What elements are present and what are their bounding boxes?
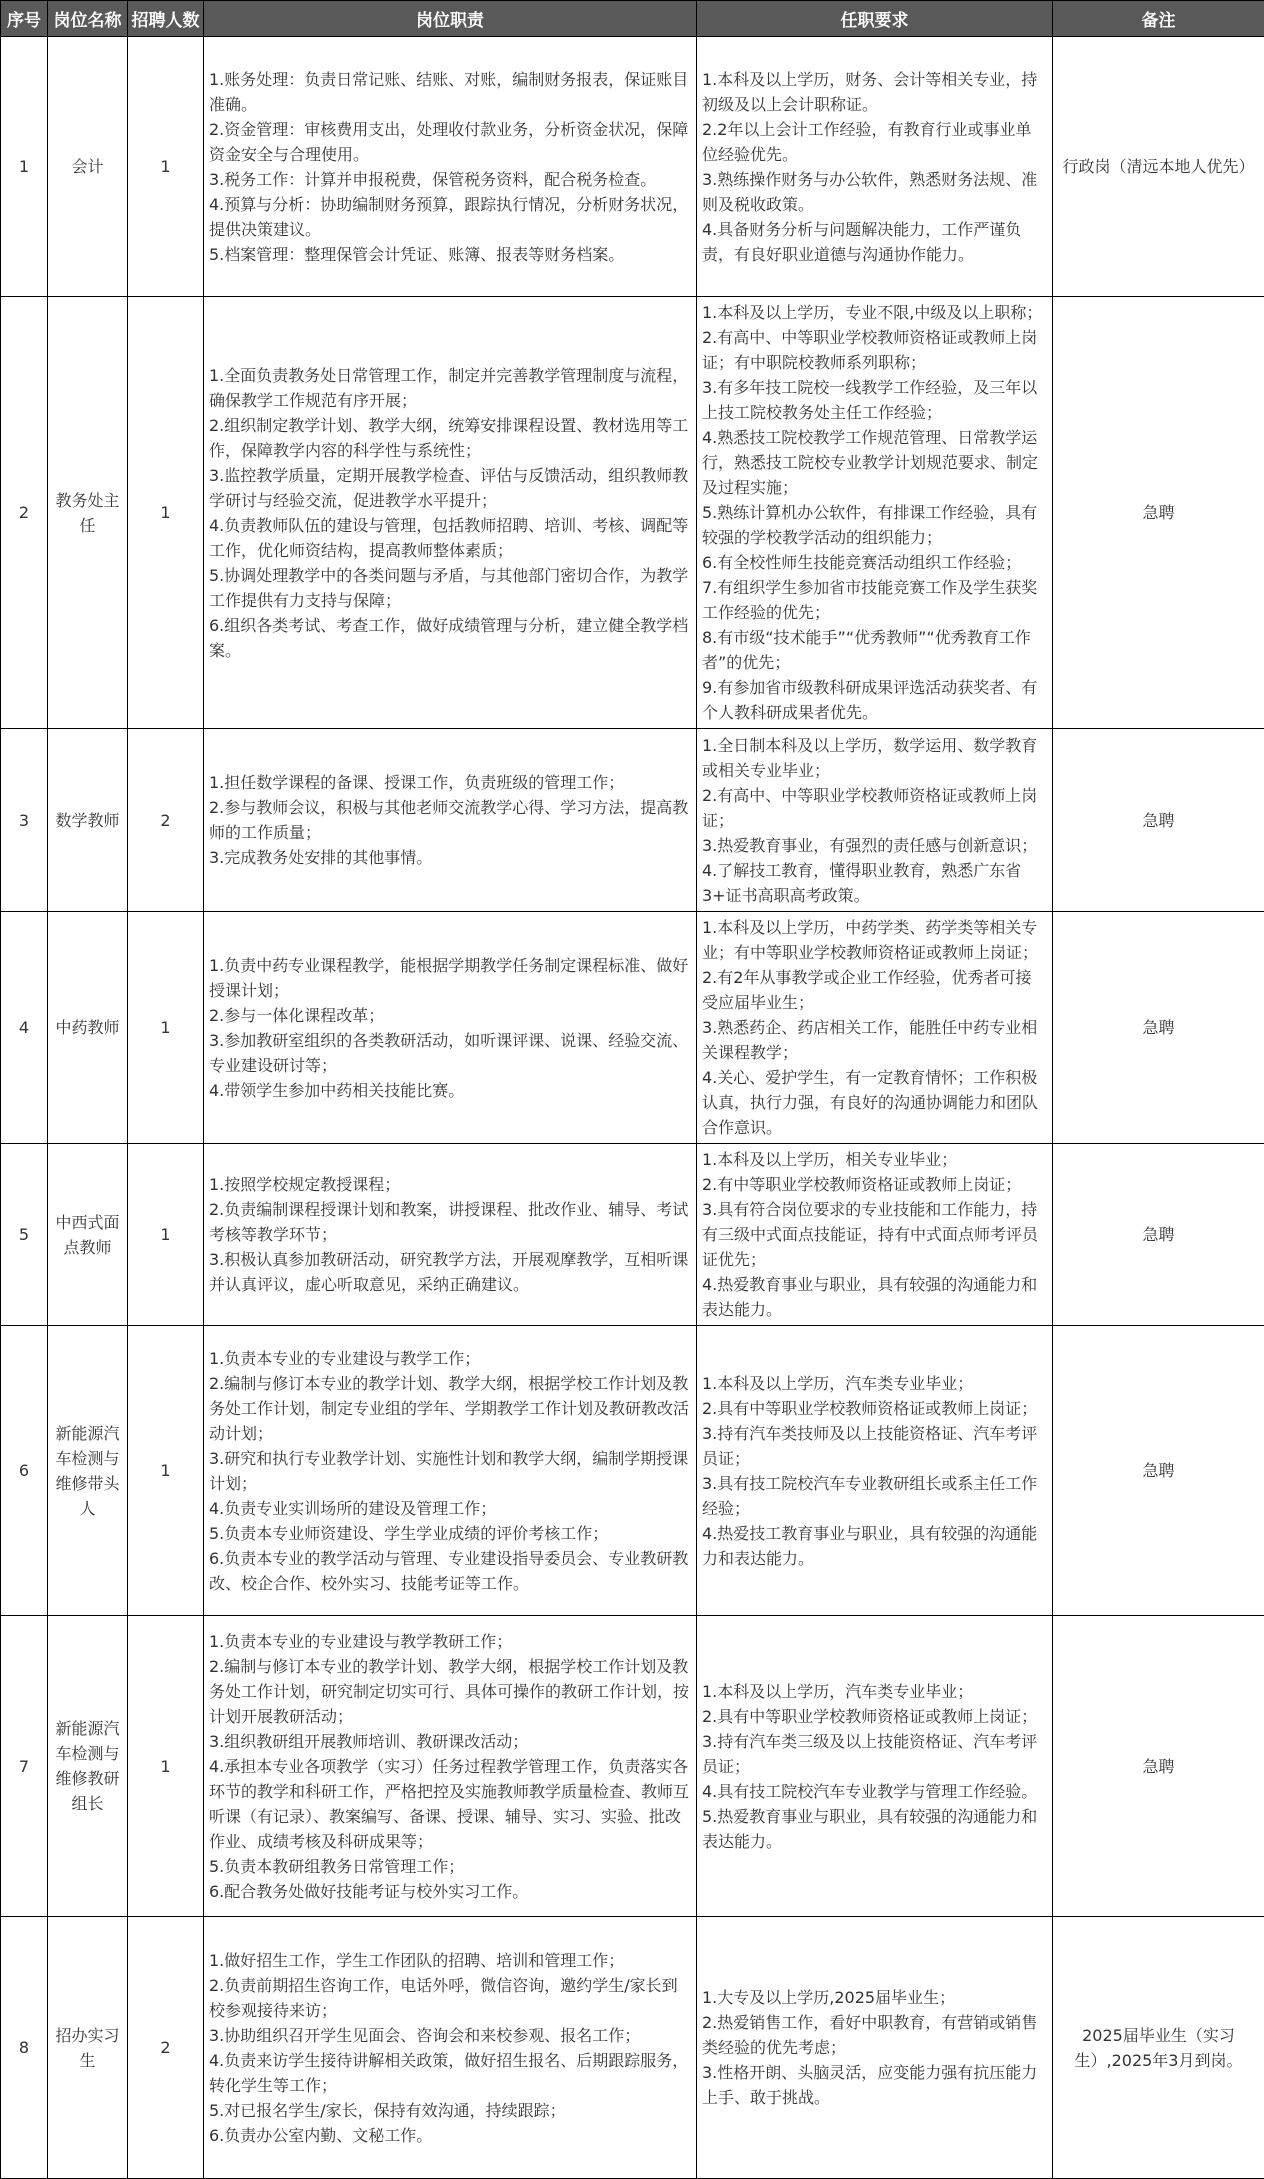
- job-duties: [204, 1326, 697, 1616]
- position-name: 新能源汽车检测与维修带头人: [48, 1326, 128, 1616]
- duty-item: 3.积极认真参加教研活动，研究教学方法，开展观摩教学，互相听课并认真评议，虚心听取意见，采纳正确建议。: [209, 1247, 691, 1297]
- duty-item: 1.负责中药专业课程教学，能根据学期教学任务制定课程标准、做好授课计划；: [209, 953, 691, 1003]
- header-row: [1, 1, 1264, 37]
- duty-item: 2.编制与修订本专业的教学计划、教学大纲，根据学校工作计划及教务处工作计划，制定专业组的学年、学期教学工作计划及教研教改活动计划；: [209, 1371, 691, 1446]
- remark: 行政岗（清远本地人优先）: [1053, 37, 1264, 297]
- job-duties: [204, 729, 697, 912]
- duty-item: 3.协助组织召开学生见面会、咨询会和来校参观、报名工作；: [209, 2023, 691, 2048]
- requirement-item: 2.有2年从事教学或企业工作经验，优秀者可接受应届毕业生；: [702, 965, 1047, 1015]
- job-requirements: [697, 1326, 1053, 1616]
- recruit-count: 2: [128, 1917, 204, 2179]
- requirement-item: 1.本科及以上学历，中药学类、药学类等相关专业；有中等职业学校教师资格证或教师上岗证；: [702, 915, 1047, 965]
- row-number: 7: [1, 1616, 48, 1917]
- job-requirements: [697, 1144, 1053, 1326]
- job-duties: [204, 37, 697, 297]
- position-name: 中药教师: [48, 912, 128, 1144]
- duty-item: 1.按照学校规定教授课程；: [209, 1172, 691, 1197]
- requirement-item: 1.本科及以上学历，财务、会计等相关专业，持初级及以上会计职称证。: [702, 67, 1047, 117]
- remark: 2025届毕业生（实习生）,2025年3月到岗。: [1053, 1917, 1264, 2179]
- requirement-item: 8.有市级“技术能手”“优秀教师”“优秀教育工作者”的优先；: [702, 625, 1047, 675]
- table-row: [1, 729, 1264, 912]
- requirement-item: 2.有高中、中等职业学校教师资格证或教师上岗证；有中职院校教师系列职称；: [702, 325, 1047, 375]
- job-requirements: [697, 297, 1053, 729]
- job-requirements: [697, 37, 1053, 297]
- position-name: 中西式面点教师: [48, 1144, 128, 1326]
- col-header-serial: 序号: [1, 1, 48, 37]
- row-number: 6: [1, 1326, 48, 1616]
- duty-item: 6.配合教务处做好技能考证与校外实习工作。: [209, 1879, 691, 1904]
- requirement-item: 1.本科及以上学历，专业不限,中级及以上职称；: [702, 300, 1047, 325]
- position-name: 新能源汽车检测与维修教研组长: [48, 1616, 128, 1917]
- requirement-item: 4.热爱教育事业与职业，具有较强的沟通能力和表达能力。: [702, 1272, 1047, 1322]
- job-requirements: [697, 1917, 1053, 2179]
- duty-item: 2.参与教师会议，积极与其他老师交流教学心得、学习方法，提高教师的工作质量；: [209, 795, 691, 845]
- requirement-item: 4.了解技工教育，懂得职业教育，熟悉广东省3+证书高职高考政策。: [702, 858, 1047, 908]
- requirement-item: 2.具有中等职业学校教师资格证或教师上岗证；: [702, 1704, 1047, 1729]
- job-requirements: [697, 729, 1053, 912]
- recruit-count: 1: [128, 37, 204, 297]
- duty-item: 3.研究和执行专业教学计划、实施性计划和教学大纲，编制学期授课计划；: [209, 1446, 691, 1496]
- duty-item: 2.组织制定教学计划、教学大纲，统筹安排课程设置、教材选用等工作，保障教学内容的科学性与系统性；: [209, 413, 691, 463]
- row-number: 5: [1, 1144, 48, 1326]
- requirement-item: 3.具有符合岗位要求的专业技能和工作能力，持有三级中式面点技能证，持有中式面点师考评员证优先；: [702, 1197, 1047, 1272]
- row-number: 1: [1, 37, 48, 297]
- requirement-item: 1.本科及以上学历，汽车类专业毕业；: [702, 1371, 1047, 1396]
- requirement-item: 9.有参加省市级教科研成果评选活动获奖者、有个人教科研成果者优先。: [702, 675, 1047, 725]
- table-row: [1, 297, 1264, 729]
- recruit-count: 1: [128, 912, 204, 1144]
- duty-item: 5.负责本教研组教务日常管理工作；: [209, 1854, 691, 1879]
- duty-item: 5.档案管理：整理保管会计凭证、账簿、报表等财务档案。: [209, 242, 691, 267]
- requirement-item: 2.热爱销售工作，看好中职教育，有营销或销售类经验的优先考虑；: [702, 2010, 1047, 2060]
- remark: 急聘: [1053, 729, 1264, 912]
- duty-item: 5.对已报名学生/家长，保持有效沟通，持续跟踪；: [209, 2098, 691, 2123]
- requirement-item: 4.具备财务分析与问题解决能力，工作严谨负责，有良好职业道德与沟通协作能力。: [702, 217, 1047, 267]
- job-duties: [204, 1616, 697, 1917]
- duty-item: 6.负责办公室内勤、文秘工作。: [209, 2123, 691, 2148]
- recruit-count: 2: [128, 729, 204, 912]
- remark: 急聘: [1053, 297, 1264, 729]
- position-name: 会计: [48, 37, 128, 297]
- requirement-item: 4.具有技工院校汽车专业教学与管理工作经验。: [702, 1779, 1047, 1804]
- table-row: [1, 1326, 1264, 1616]
- job-requirements: [697, 1616, 1053, 1917]
- duty-item: 3.完成教务处安排的其他事情。: [209, 845, 691, 870]
- table-row: [1, 37, 1264, 297]
- requirement-item: 3.熟悉药企、药店相关工作，能胜任中药专业相关课程教学；: [702, 1015, 1047, 1065]
- col-header-requirements: 任职要求: [697, 1, 1053, 37]
- job-duties: [204, 912, 697, 1144]
- table-row: [1, 1616, 1264, 1917]
- row-number: 3: [1, 729, 48, 912]
- remark: 急聘: [1053, 1616, 1264, 1917]
- requirement-item: 7.有组织学生参加省市技能竞赛工作及学生获奖工作经验的优先；: [702, 575, 1047, 625]
- requirement-item: 3.热爱教育事业，有强烈的责任感与创新意识；: [702, 833, 1047, 858]
- duty-item: 1.全面负责教务处日常管理工作，制定并完善教学管理制度与流程，确保教学工作规范有序开展；: [209, 363, 691, 413]
- duty-item: 4.负责专业实训场所的建设及管理工作；: [209, 1496, 691, 1521]
- row-number: 4: [1, 912, 48, 1144]
- col-header-duties: 岗位职责: [204, 1, 697, 37]
- duty-item: 4.预算与分析：协助编制财务预算，跟踪执行情况，分析财务状况，提供决策建议。: [209, 192, 691, 242]
- job-duties: [204, 297, 697, 729]
- requirement-item: 1.本科及以上学历，汽车类专业毕业；: [702, 1679, 1047, 1704]
- requirement-item: 4.熟悉技工院校教学工作规范管理、日常教学运行，熟悉技工院校专业教学计划规范要求、制定及过程实施；: [702, 425, 1047, 500]
- requirement-item: 5.熟练计算机办公软件，有排课工作经验，具有较强的学校教学活动的组织能力；: [702, 500, 1047, 550]
- duty-item: 3.参加教研室组织的各类教研活动，如听课评课、说课、经验交流、专业建设研讨等；: [209, 1028, 691, 1078]
- requirement-item: 2.2年以上会计工作经验，有教育行业或事业单位经验优先。: [702, 117, 1047, 167]
- duty-item: 1.负责本专业的专业建设与教学工作；: [209, 1346, 691, 1371]
- requirement-item: 2.有高中、中等职业学校教师资格证或教师上岗证；: [702, 783, 1047, 833]
- requirement-item: 1.本科及以上学历，相关专业毕业；: [702, 1147, 1047, 1172]
- table-row: [1, 1144, 1264, 1326]
- recruit-count: 1: [128, 1616, 204, 1917]
- requirement-item: 3.性格开朗、头脑灵活，应变能力强有抗压能力上手、敢于挑战。: [702, 2060, 1047, 2110]
- duty-item: 5.协调处理教学中的各类问题与矛盾，与其他部门密切合作，为教学工作提供有力支持与保障；: [209, 563, 691, 613]
- duty-item: 6.组织各类考试、考查工作，做好成绩管理与分析，建立健全教学档案。: [209, 613, 691, 663]
- table-row: [1, 912, 1264, 1144]
- remark: 急聘: [1053, 912, 1264, 1144]
- col-header-remark: 备注: [1053, 1, 1264, 37]
- requirement-item: 5.热爱教育事业与职业，具有较强的沟通能力和表达能力。: [702, 1804, 1047, 1854]
- requirement-item: 3.有多年技工院校一线教学工作经验，及三年以上技工院校教务处主任工作经验；: [702, 375, 1047, 425]
- remark: 急聘: [1053, 1144, 1264, 1326]
- duty-item: 2.负责编制课程授课计划和教案，讲授课程、批改作业、辅导、考试考核等教学环节；: [209, 1197, 691, 1247]
- duty-item: 2.负责前期招生咨询工作，电话外呼，微信咨询，邀约学生/家长到校参观接待来访；: [209, 1973, 691, 2023]
- duty-item: 1.担任数学课程的备课、授课工作，负责班级的管理工作；: [209, 770, 691, 795]
- position-name: 教务处主任: [48, 297, 128, 729]
- duty-item: 4.负责教师队伍的建设与管理，包括教师招聘、培训、考核、调配等工作，优化师资结构，提高教师整体素质；: [209, 513, 691, 563]
- requirement-item: 3.具有技工院校汽车专业教研组长或系主任工作经验；: [702, 1471, 1047, 1521]
- requirement-item: 3.持有汽车类三级及以上技能资格证、汽车考评员证；: [702, 1729, 1047, 1779]
- requirement-item: 3.熟练操作财务与办公软件，熟悉财务法规、准则及税收政策。: [702, 167, 1047, 217]
- requirement-item: 6.有全校性师生技能竞赛活动组织工作经验；: [702, 550, 1047, 575]
- duty-item: 4.带领学生参加中药相关技能比赛。: [209, 1078, 691, 1103]
- duty-item: 2.资金管理：审核费用支出，处理收付款业务，分析资金状况，保障资金安全与合理使用。: [209, 117, 691, 167]
- duty-item: 1.负责本专业的专业建设与教学教研工作；: [209, 1629, 691, 1654]
- duty-item: 2.编制与修订本专业的教学计划、教学大纲，根据学校工作计划及教务处工作计划，研究制定切实可行、具体可操作的教研工作计划，按计划开展教研活动；: [209, 1654, 691, 1729]
- requirement-item: 2.具有中等职业学校教师资格证或教师上岗证；: [702, 1396, 1047, 1421]
- duty-item: 3.税务工作：计算并申报税费，保管税务资料，配合税务检查。: [209, 167, 691, 192]
- duty-item: 1.做好招生工作，学生工作团队的招聘、培训和管理工作；: [209, 1948, 691, 1973]
- recruit-count: 1: [128, 1326, 204, 1616]
- requirement-item: 4.关心、爱护学生，有一定教育情怀；工作积极认真，执行力强，有良好的沟通协调能力和团队合作意识。: [702, 1065, 1047, 1140]
- row-number: 8: [1, 1917, 48, 2179]
- col-header-headcount: 招聘人数: [128, 1, 204, 37]
- requirement-item: 1.全日制本科及以上学历，数学运用、数学教育或相关专业毕业；: [702, 733, 1047, 783]
- job-requirements: [697, 912, 1053, 1144]
- job-duties: [204, 1917, 697, 2179]
- requirement-item: 1.大专及以上学历,2025届毕业生；: [702, 1985, 1047, 2010]
- table-body: [1, 37, 1264, 2179]
- recruit-count: 1: [128, 297, 204, 729]
- row-number: 2: [1, 297, 48, 729]
- duty-item: 5.负责本专业师资建设、学生学业成绩的评价考核工作；: [209, 1521, 691, 1546]
- col-header-position: 岗位名称: [48, 1, 128, 37]
- job-duties: [204, 1144, 697, 1326]
- remark: 急聘: [1053, 1326, 1264, 1616]
- duty-item: 4.负责来访学生接待讲解相关政策，做好招生报名、后期跟踪服务，转化学生等工作；: [209, 2048, 691, 2098]
- requirement-item: 3.持有汽车类技师及以上技能资格证、汽车考评员证；: [702, 1421, 1047, 1471]
- duty-item: 2.参与一体化课程改革；: [209, 1003, 691, 1028]
- duty-item: 3.组织教研组开展教师培训、教研课改活动；: [209, 1729, 691, 1754]
- table-header: [1, 1, 1264, 37]
- requirement-item: 4.热爱技工教育事业与职业，具有较强的沟通能力和表达能力。: [702, 1521, 1047, 1571]
- recruit-count: 1: [128, 1144, 204, 1326]
- table-row: [1, 1917, 1264, 2179]
- duty-item: 3.监控教学质量，定期开展教学检查、评估与反馈活动，组织教师教学研讨与经验交流，促进教学水平提升；: [209, 463, 691, 513]
- position-name: 数学教师: [48, 729, 128, 912]
- duty-item: 1.账务处理：负责日常记账、结账、对账，编制财务报表，保证账目准确。: [209, 67, 691, 117]
- duty-item: 4.承担本专业各项教学（实习）任务过程教学管理工作，负责落实各环节的教学和科研工作，严格把控及实施教师教学质量检查、教师互听课（有记录）、教案编写、备课、授课、辅导、实习、实验、批改作业、成绩考核及科研成果等；: [209, 1754, 691, 1854]
- requirement-item: 2.有中等职业学校教师资格证或教师上岗证；: [702, 1172, 1047, 1197]
- duty-item: 6.负责本专业的教学活动与管理、专业建设指导委员会、专业教研教改、校企合作、校外实习、技能考证等工作。: [209, 1546, 691, 1596]
- position-name: 招办实习生: [48, 1917, 128, 2179]
